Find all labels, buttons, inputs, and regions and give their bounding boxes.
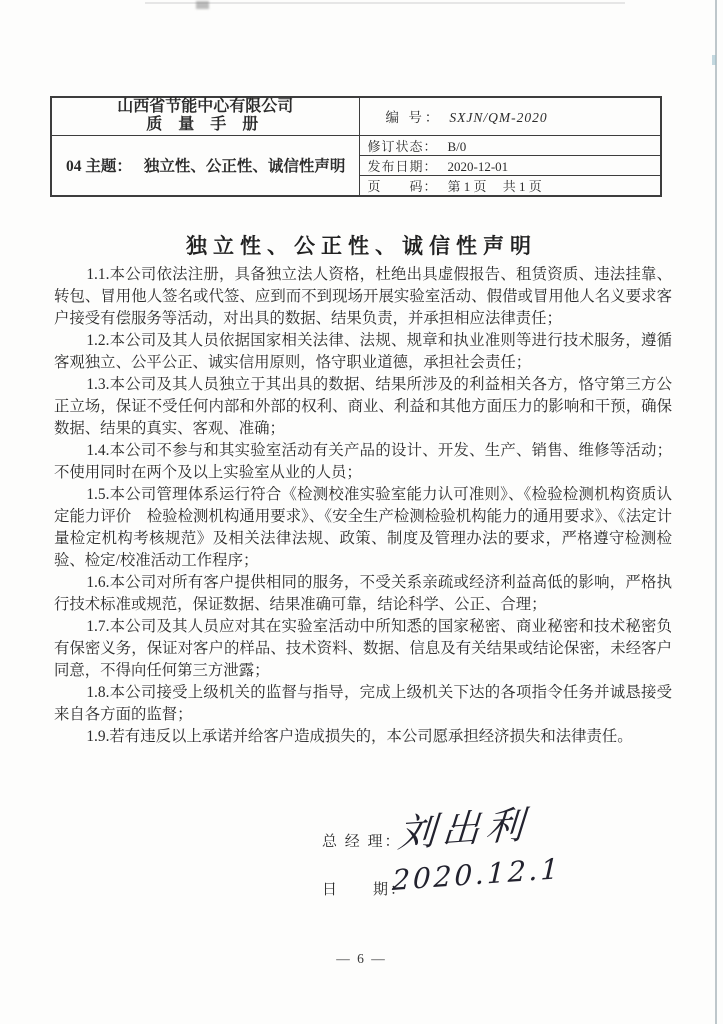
paragraph-1-7: 1.7.本公司及其人员应对其在实验室活动中所知悉的国家秘密、商业秘密和技术秘密负有保密义务，保证对客户的样品、技术资料、数据、信息及有关结果或结论保密，未经客户同意，不得向任何第三方泄露； [54, 618, 672, 679]
company-name-cell [51, 97, 359, 135]
declaration-body [54, 264, 672, 748]
paragraph-1-6: 1.6.本公司对所有客户提供相同的服务，不受关系亲疏或经济利益高低的影响，严格执行技术标准或规范，保证数据、结果准确可靠，结论科学、公正、合理； [54, 574, 672, 613]
revision-status-value: B/0 [447, 138, 467, 154]
document-title: 独立性、公正性、诚信性声明 [186, 234, 537, 258]
scan-artifact-edge-tick [712, 55, 716, 65]
signature-date-value: 2020.12.1 [391, 852, 562, 897]
company-name: 山西省节能中心有限公司 [117, 98, 294, 116]
scan-artifact-top-line [145, 2, 625, 4]
paragraph-1-2: 1.2.本公司及其人员依据国家相关法律、法规、规章和执业准则等进行技术服务，遵循客观独立、公平公正、诚实信用原则，恪守职业道德，承担社会责任； [54, 332, 672, 371]
issue-date-cell [359, 155, 661, 175]
signature-date-label: 日 期： [322, 882, 408, 898]
page-code-cell [359, 175, 661, 196]
scan-artifact-smudge [196, 1, 209, 9]
paragraph-1-5: 1.5.本公司管理体系运行符合《检测校准实验室能力认可准则》、《检验检测机构资质认定能力评价 检验检测机构通用要求》、《安全生产检测检验机构能力的通用要求》、《法定计量检定机构考核规范》及相关法律法规、政策、制度及管理办法的要求，严格遵守检测检验、检定/校准活动工作程序； [54, 486, 672, 569]
header-table [50, 96, 662, 197]
page-code-value: 第 1 页 共 1 页 [447, 178, 542, 194]
issue-date-label: 发布日期： [367, 158, 438, 174]
paragraph-1-4: 1.4.本公司不参与和其实验室活动有关产品的设计、开发、生产、销售、维修等活动；不使用同时在两个及以上实验室从业的人员； [54, 442, 672, 481]
revision-status-label: 修订状态： [367, 138, 438, 154]
manual-title: 质 量 手 册 [146, 116, 265, 134]
paragraph-1-3: 1.3.本公司及其人员独立于其出具的数据、结果所涉及的利益相关各方，恪守第三方公正立场，保证不受任何内部和外部的权利、商业、利益和其他方面压力的影响和干预，确保数据、结果的真实、客观、准确； [54, 376, 672, 437]
page-number: — 6 — [336, 951, 387, 966]
doc-number-value: SXJN/QM-2020 [449, 110, 548, 126]
doc-number-cell [359, 97, 661, 135]
subject-value: 独立性、公正性、诚信性声明 [143, 158, 346, 175]
subject-cell [51, 135, 359, 196]
issue-date-value: 2020-12-01 [447, 158, 509, 174]
scan-artifact-page-edge [715, 0, 717, 1024]
paragraph-1-1: 1.1.本公司依法注册，具备独立法人资格，杜绝出具虚假报告、租赁资质、违法挂靠、转包、冒用他人签名或代签、应到而不到现场开展实验室活动、假借或冒用他人名义要求客户接受有偿服务等活动，对出具的数据、结果负责，并承担相应法律责任； [54, 266, 672, 327]
paragraph-1-9: 1.9.若有违反以上承诺并给客户造成损失的，本公司愿承担经济损失和法律责任。 [86, 728, 633, 745]
subject-label: 04 主题： [66, 158, 132, 175]
general-manager-signature: 刘出利 [396, 802, 532, 856]
revision-status-cell [359, 135, 661, 155]
general-manager-label: 总 经 理： [322, 834, 402, 850]
paragraph-1-8: 1.8.本公司接受上级机关的监督与指导，完成上级机关下达的各项指令任务并诚恳接受来自各方面的监督； [54, 684, 672, 723]
doc-number-label: 编 号： [385, 110, 442, 126]
page-code-label: 页 码： [367, 178, 438, 194]
